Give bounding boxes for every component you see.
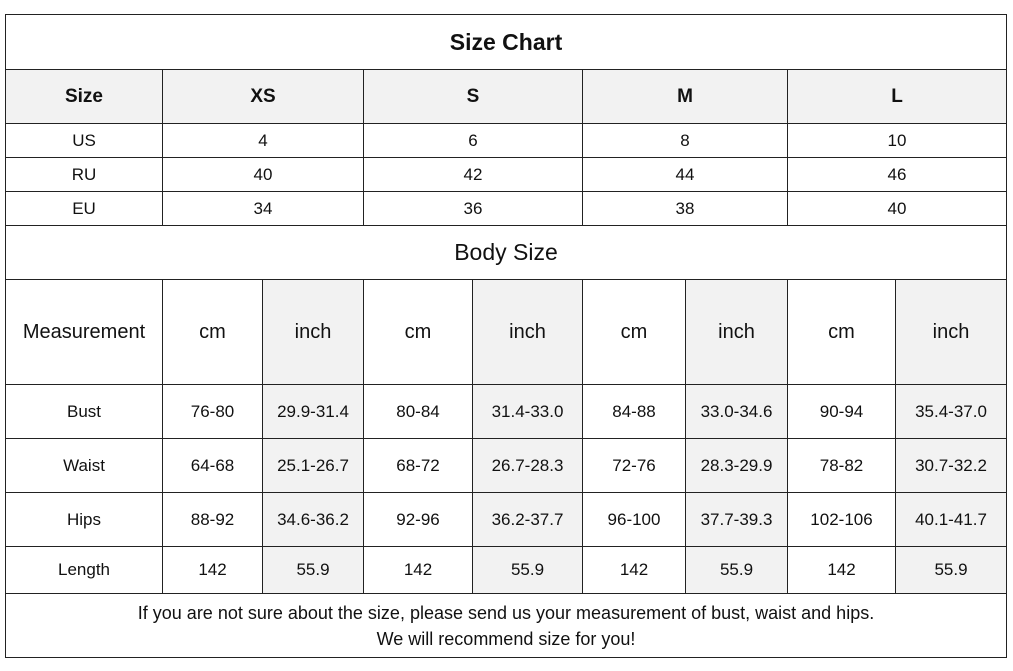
table-cell: 26.7-28.3	[473, 439, 583, 493]
table-cell: 102-106	[788, 493, 896, 547]
body-row-length	[6, 547, 1007, 594]
table-cell: 36	[364, 192, 583, 226]
unit-header: inch	[896, 280, 1007, 385]
table-cell: 142	[364, 547, 473, 594]
unit-header: cm	[364, 280, 473, 385]
table-cell: 31.4-33.0	[473, 385, 583, 439]
table-cell: 6	[364, 124, 583, 158]
table-cell: 40	[788, 192, 1007, 226]
measurement-header-row	[6, 280, 1007, 385]
table-cell: 25.1-26.7	[263, 439, 364, 493]
chart-title: Size Chart	[6, 15, 1007, 70]
table-cell: 80-84	[364, 385, 473, 439]
table-cell: 28.3-29.9	[686, 439, 788, 493]
size-m-header: M	[583, 70, 788, 124]
unit-header: cm	[583, 280, 686, 385]
table-cell: 90-94	[788, 385, 896, 439]
table-cell: 34	[163, 192, 364, 226]
table-cell: 29.9-31.4	[263, 385, 364, 439]
table-cell: 88-92	[163, 493, 263, 547]
unit-header: cm	[163, 280, 263, 385]
table-cell: 55.9	[263, 547, 364, 594]
measurement-label: Measurement	[6, 280, 163, 385]
table-cell: 42	[364, 158, 583, 192]
row-label: Bust	[6, 385, 163, 439]
table-cell: 142	[788, 547, 896, 594]
table-cell: 30.7-32.2	[896, 439, 1007, 493]
table-cell: 142	[583, 547, 686, 594]
unit-header: cm	[788, 280, 896, 385]
size-l-header: L	[788, 70, 1007, 124]
row-label: Waist	[6, 439, 163, 493]
body-size-title: Body Size	[6, 226, 1007, 280]
table-cell: 38	[583, 192, 788, 226]
table-cell: 92-96	[364, 493, 473, 547]
table-cell: 4	[163, 124, 364, 158]
table-cell: 35.4-37.0	[896, 385, 1007, 439]
size-chart-table	[5, 14, 1007, 658]
table-cell: 37.7-39.3	[686, 493, 788, 547]
size-s-header: S	[364, 70, 583, 124]
size-xs-header: XS	[163, 70, 364, 124]
table-cell: 46	[788, 158, 1007, 192]
size-header-label: Size	[6, 70, 163, 124]
table-cell: 40	[163, 158, 364, 192]
table-cell: 68-72	[364, 439, 473, 493]
unit-header: inch	[473, 280, 583, 385]
size-row-ru	[6, 158, 1007, 192]
table-cell: 96-100	[583, 493, 686, 547]
table-cell: 10	[788, 124, 1007, 158]
table-cell: 40.1-41.7	[896, 493, 1007, 547]
size-row-eu	[6, 192, 1007, 226]
table-cell: 76-80	[163, 385, 263, 439]
table-cell: 36.2-37.7	[473, 493, 583, 547]
table-cell: 55.9	[473, 547, 583, 594]
row-label: Hips	[6, 493, 163, 547]
table-cell: 55.9	[896, 547, 1007, 594]
table-cell: 72-76	[583, 439, 686, 493]
table-cell: 33.0-34.6	[686, 385, 788, 439]
body-row-hips	[6, 493, 1007, 547]
size-advice-note	[6, 594, 1007, 658]
body-row-waist	[6, 439, 1007, 493]
row-label: EU	[6, 192, 163, 226]
body-row-bust	[6, 385, 1007, 439]
unit-header: inch	[263, 280, 364, 385]
table-cell: 78-82	[788, 439, 896, 493]
unit-header: inch	[686, 280, 788, 385]
row-label: Length	[6, 547, 163, 594]
size-header-row	[6, 70, 1007, 124]
row-label: RU	[6, 158, 163, 192]
note-line-1: If you are not sure about the size, please send us your measurement of bust, waist and hips.	[137, 602, 875, 623]
note-line-2: We will recommend size for you!	[376, 628, 636, 649]
table-cell: 142	[163, 547, 263, 594]
table-cell: 44	[583, 158, 788, 192]
row-label: US	[6, 124, 163, 158]
table-cell: 84-88	[583, 385, 686, 439]
table-cell: 64-68	[163, 439, 263, 493]
table-cell: 34.6-36.2	[263, 493, 364, 547]
size-row-us	[6, 124, 1007, 158]
table-cell: 55.9	[686, 547, 788, 594]
table-cell: 8	[583, 124, 788, 158]
